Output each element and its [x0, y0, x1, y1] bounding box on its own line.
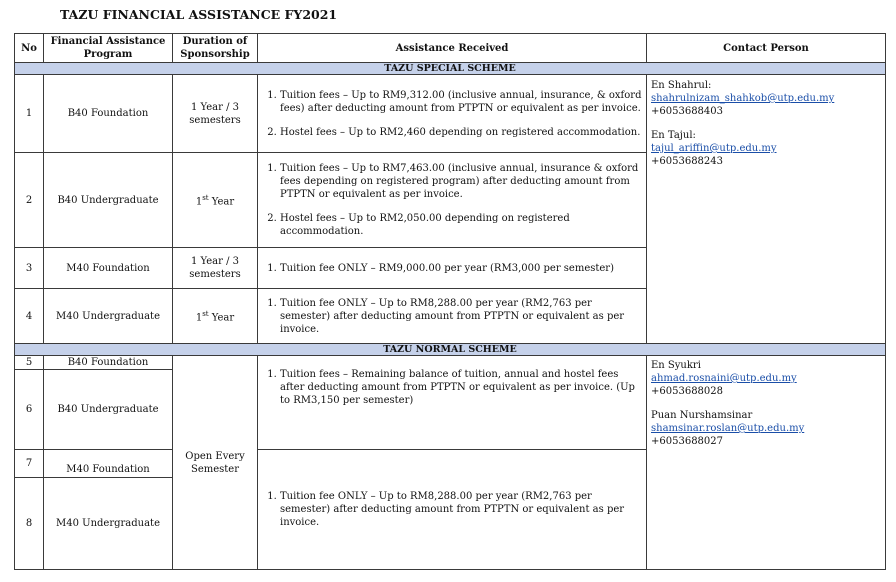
scheme-banner-special [15, 63, 886, 75]
contact-email-link[interactable]: tajul_ariffin@utp.edu.my [651, 143, 777, 154]
contact-phone: +6053688027 [651, 436, 724, 447]
header-contact: Contact Person [647, 34, 886, 63]
row-no: 7 [15, 450, 44, 478]
header-duration: Duration of Sponsorship [173, 34, 258, 63]
assistance-item: 2. Hostel fees – Up to RM2,460 depending on registered accommodation. [280, 126, 642, 139]
scheme-label: TAZU SPECIAL SCHEME [15, 63, 886, 75]
assistance-item: 1. Tuition fees – Up to RM9,312.00 (inclusive annual, insurance, & oxford fees) after deducting amount from PTPTN or equivalent as per invoice. [280, 89, 642, 115]
row-program: M40 Undergraduate [44, 478, 173, 570]
table-row [15, 356, 886, 370]
row-assistance [258, 248, 647, 289]
row-no: 5 [15, 356, 44, 370]
financial-assistance-table [14, 33, 886, 570]
row-program: M40 Foundation [44, 450, 173, 478]
contact-cell-normal [647, 356, 886, 570]
row-program: B40 Undergraduate [44, 370, 173, 450]
assistance-item: 1. Tuition fees – Remaining balance of tuition, annual and hostel fees after deducting amount from PTPTN or equivalent as per invoice. (Up to RM3,150 per semester) [280, 368, 642, 407]
row-program: B40 Foundation [44, 75, 173, 153]
contact-phone: +6053688028 [651, 386, 724, 397]
assistance-item: 1. Tuition fee ONLY – Up to RM8,288.00 per year (RM2,763 per semester) after deducting amount from PTPTN or equivalent as per invoice. [280, 490, 642, 529]
contact-name: En Syukri [651, 360, 701, 371]
document-title: TAZU FINANCIAL ASSISTANCE FY2021 [60, 7, 338, 22]
assistance-item: 1. Tuition fee ONLY – Up to RM8,288.00 per year (RM2,763 per semester) after deducting amount from PTPTN or equivalent as per invoice. [280, 297, 642, 336]
row-no: 6 [15, 370, 44, 450]
row-assistance [258, 75, 647, 153]
row-no: 4 [15, 289, 44, 344]
row-duration: 1 Year / 3 semesters [173, 75, 258, 153]
assistance-item: 1. Tuition fee ONLY – RM9,000.00 per year (RM3,000 per semester) [280, 262, 642, 275]
row-assistance [258, 356, 647, 450]
row-duration: 1st Year [173, 153, 258, 248]
contact-name: En Tajul: [651, 130, 696, 141]
header-row [15, 34, 886, 63]
header-assistance: Assistance Received [258, 34, 647, 63]
scheme-banner-normal [15, 344, 886, 356]
row-no: 1 [15, 75, 44, 153]
contact-phone: +6053688403 [651, 106, 724, 117]
row-no: 3 [15, 248, 44, 289]
row-no: 8 [15, 478, 44, 570]
row-program: M40 Undergraduate [44, 289, 173, 344]
assistance-item: 2. Hostel fees – Up to RM2,050.00 depending on registered accommodation. [280, 212, 642, 238]
contact-email-link[interactable]: ahmad.rosnaini@utp.edu.my [651, 373, 797, 384]
row-no: 2 [15, 153, 44, 248]
table-row [15, 75, 886, 153]
row-program: B40 Undergraduate [44, 153, 173, 248]
row-duration: 1 Year / 3 semesters [173, 248, 258, 289]
header-program: Financial Assistance Program [44, 34, 173, 63]
row-duration: Open Every Semester [173, 356, 258, 570]
contact-name: En Shahrul: [651, 80, 712, 91]
assistance-item: 1. Tuition fees – Up to RM7,463.00 (inclusive annual, insurance & oxford fees depending on registered program) after deducting amount from PTPTN or equivalent as per invoice. [280, 162, 642, 201]
contact-email-link[interactable]: shamsinar.roslan@utp.edu.my [651, 423, 805, 434]
header-no: No [15, 34, 44, 63]
row-duration: 1st Year [173, 289, 258, 344]
scheme-label: TAZU NORMAL SCHEME [15, 344, 886, 356]
contact-email-link[interactable]: shahrulnizam_shahkob@utp.edu.my [651, 93, 835, 104]
row-assistance [258, 153, 647, 248]
contact-name: Puan Nurshamsinar [651, 410, 753, 421]
row-program: B40 Foundation [44, 356, 173, 370]
contact-cell-special [647, 75, 886, 344]
contact-phone: +6053688243 [651, 156, 724, 167]
row-assistance [258, 450, 647, 570]
row-assistance [258, 289, 647, 344]
row-program: M40 Foundation [44, 248, 173, 289]
